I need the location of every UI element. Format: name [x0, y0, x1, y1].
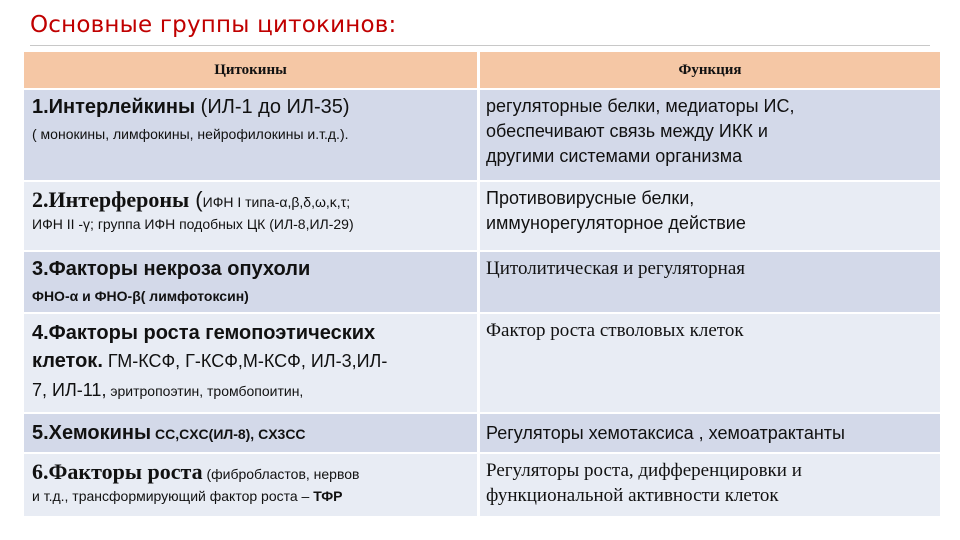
table-row	[24, 414, 940, 454]
function-line: регуляторные белки, медиаторы ИС,	[486, 96, 795, 116]
table-row	[24, 454, 940, 518]
cytokine-name-cont: клеток.	[32, 350, 103, 372]
cytokine-cell	[24, 454, 477, 518]
cytokine-abbrev: ТФР	[313, 488, 343, 504]
cytokine-members: 7, ИЛ-11,	[32, 380, 107, 400]
function-line: Противовирусные белки,	[486, 188, 695, 208]
function-cell	[477, 90, 940, 182]
cytokine-subtypes: ( монокины, лимфокины, нейрофилокины и.т.д.).	[32, 126, 349, 142]
function-line: обеспечивают связь между ИКК и	[486, 121, 768, 141]
cytokine-cell	[24, 182, 477, 252]
cytokine-name: 6.Факторы роста	[32, 459, 203, 484]
function-line: функциональной активности клеток	[486, 485, 779, 506]
function-cell	[477, 414, 940, 454]
table-row	[24, 90, 940, 182]
function-line: другими системами организма	[486, 146, 743, 166]
function-cell	[477, 182, 940, 252]
table-row	[24, 314, 940, 414]
header-function: Функция	[477, 52, 940, 90]
function-cell	[477, 252, 940, 314]
cytokine-subtypes: ФНО-α и ФНО-β( лимфотоксин)	[32, 288, 249, 304]
cytokine-cell	[24, 90, 477, 182]
cytokine-members: CC,CXC(ИЛ-8), CX3CC	[151, 426, 306, 442]
cytokine-members: ГМ-КСФ, Г-КСФ,М-КСФ, ИЛ-3,ИЛ-	[102, 351, 388, 371]
table-row	[24, 252, 940, 314]
cytokine-name: 4.Факторы роста гемопоэтических	[32, 322, 376, 344]
cytokine-name: 3.Факторы некроза опухоли	[32, 258, 311, 280]
cytokine-cell	[24, 252, 477, 314]
table-header-row	[24, 52, 940, 90]
table-row	[24, 182, 940, 252]
title-divider	[30, 45, 930, 46]
cytokine-paren: (	[189, 187, 203, 212]
cytokine-table	[24, 52, 940, 518]
cytokine-range: (фибробластов, нервов	[202, 466, 360, 482]
cytokine-subtypes: ИФН II -γ; группа ИФН подобных ЦК (ИЛ-8,ИЛ-29)	[32, 216, 354, 232]
header-cytokines: Цитокины	[24, 52, 477, 90]
cytokine-name: 5.Хемокины	[32, 422, 152, 444]
function-line: иммунорегуляторное действие	[486, 213, 746, 233]
cytokine-cell	[24, 414, 477, 454]
function-line: Фактор роста стволовых клеток	[486, 320, 744, 341]
function-line: Регуляторы роста, дифференцировки и	[486, 460, 802, 481]
function-cell	[477, 314, 940, 414]
page-title: Основные группы цитокинов:	[30, 12, 397, 38]
cytokine-range: (ИЛ-1 до ИЛ-35)	[195, 96, 350, 118]
function-cell	[477, 454, 940, 518]
cytokine-range: ИФН I типа-α,β,δ,ω,κ,τ;	[202, 194, 351, 210]
cytokine-cell	[24, 314, 477, 414]
function-line: Регуляторы хемотаксиса , хемоатрактанты	[486, 422, 845, 443]
function-line: Цитолитическая и регуляторная	[486, 258, 745, 279]
cytokine-members-small: эритропоэтин, тромбопоитин,	[106, 383, 304, 399]
cytokine-name: 2.Интерфероны	[32, 187, 190, 212]
cytokine-name: 1.Интерлейкины	[32, 96, 196, 118]
cytokine-subtypes: и т.д., трансформирующий фактор роста –	[32, 488, 314, 504]
